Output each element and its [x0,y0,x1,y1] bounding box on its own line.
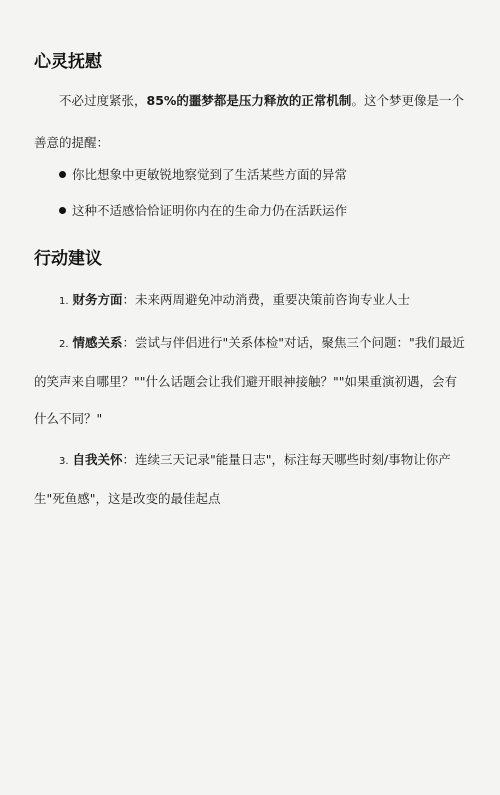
section-heading-comfort: 心灵抚慰 [34,52,102,72]
advice-item-selfcare [34,441,466,517]
bullet-text: 你比想象中更敏锐地察觉到了生活某些方面的异常 [72,167,348,182]
comfort-intro-paragraph [34,80,466,164]
intro-text-start: 不必过度紧张， [59,93,147,108]
item-label: 自我关怀 [72,452,123,467]
item-label: 财务方面 [72,292,123,307]
intro-bold-statement: 85%的噩梦都是压力释放的正常机制 [146,93,352,108]
item-label: 情感关系 [72,335,123,350]
bullet-dot-icon [59,171,66,178]
item-text: ：连续三天记录"能量日志"，标注每天哪些时刻/事物让你产生"死鱼感"，这是改变的最佳起点 [34,452,451,506]
bullet-dot-icon [59,207,66,214]
item-text: ：未来两周避免冲动消费，重要决策前咨询专业人士 [122,292,411,307]
advice-numbered-list [34,281,466,517]
comfort-bullet-list [34,166,466,220]
bullet-item [59,166,466,184]
intro-text-end: 。这个梦更像是一个善意的提醒： [34,93,464,150]
item-number: 1. [59,296,69,307]
bullet-text: 这种不适感恰恰证明你内在的生命力仍在活跃运作 [72,203,348,218]
item-text: ：尝试与伴侣进行"关系体检"对话，聚焦三个问题："我们最近的笑声来自哪里？""什么话题会让我们避开眼神接触？""如果重演初遇，会有什么不同？" [34,335,465,426]
advice-item-relationship [34,324,466,437]
bullet-item [59,202,466,220]
item-number: 2. [59,339,69,350]
item-number: 3. [59,456,69,467]
advice-item-finance [34,281,466,320]
section-heading-advice: 行动建议 [34,249,102,269]
